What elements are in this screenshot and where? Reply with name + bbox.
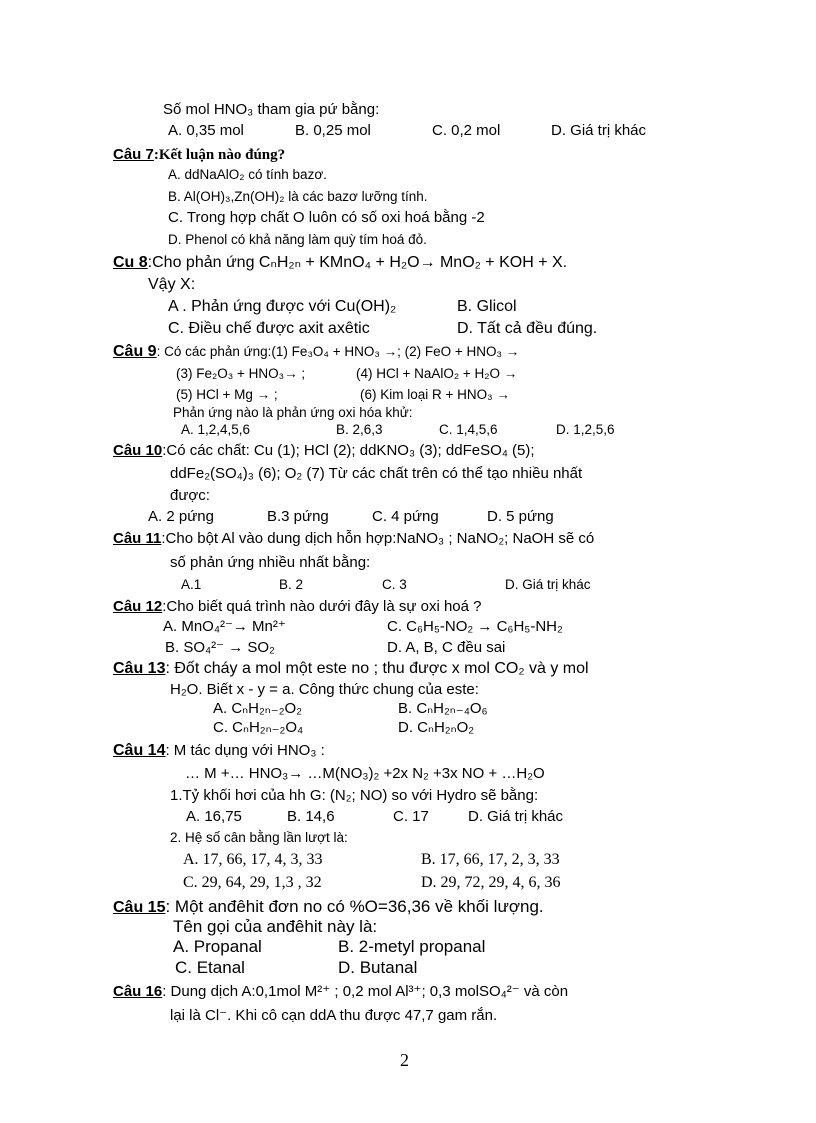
q14-sub1: 1.Tỷ khối hơi của hh G: (N₂; NO) so với Hydro sẽ bằng: (170, 787, 539, 804)
q15-option-b: B. 2-metyl propanal (338, 937, 486, 956)
q11-heading (113, 529, 594, 549)
q11-option-b: B. 2 (279, 577, 304, 592)
q6-option-c: C. 0,2 mol (432, 122, 501, 139)
q11-stem-2: số phản ứng nhiều nhất bằng: (170, 554, 371, 571)
q10-option-b: B.3 pứng (267, 508, 329, 525)
q9-option-b: B. 2,6,3 (336, 422, 383, 437)
q9-option-d: D. 1,2,5,6 (556, 422, 615, 437)
q10-option-a: A. 2 pứng (148, 508, 214, 525)
q9-reaction-4: (4) HCl + NaAlO₂ + H₂O → (356, 366, 518, 381)
q10-heading (113, 441, 535, 461)
q7-label: Câu 7 (113, 146, 154, 163)
q10-option-d: D. 5 pứng (487, 508, 554, 525)
q7-option-b: B. Al(OH)₃,Zn(OH)₂ là các bazơ lưỡng tính. (168, 189, 428, 204)
q9-option-c: C. 1,4,5,6 (439, 422, 498, 437)
q15-option-a: A. Propanal (173, 937, 262, 956)
q9-label: Câu 9 (113, 343, 157, 360)
q13-option-a: A. CₙH₂ₙ₋₂O₂ (213, 700, 303, 717)
q8-option-a: A . Phản ứng được với Cu(OH)₂ (168, 298, 397, 315)
q7-option-d: D. Phenol có khả năng làm quỳ tím hoá đỏ. (168, 232, 427, 247)
q14-sub2-option-c: C. 29, 64, 29, 1,3 , 32 (183, 874, 322, 891)
q12-option-d: D. A, B, C đều sai (387, 639, 506, 656)
q6-stem: Số mol HNO₃ tham gia pứ bằng: (163, 101, 380, 118)
q16-label: Câu 16 (113, 983, 163, 1000)
q14-sub2: 2. Hệ số cân bằng lần lượt là: (170, 830, 348, 845)
q15-label: Câu 15 (113, 899, 166, 916)
q15-stem: : Một anđêhit đơn no có %O=36,36 về khối lượng. (165, 897, 544, 916)
q8-option-b: B. Glicol (457, 298, 517, 315)
q11-stem: :Cho bột Al vào dung dịch hỗn hợp:NaNO₃ ; NaNO₂; NaOH sẽ có (161, 530, 595, 547)
q14-label: Câu 14 (113, 742, 166, 759)
q16-stem-2: lại là Cl⁻. Khi cô cạn ddA thu được 47,7 gam rắn. (170, 1007, 498, 1024)
q8-stem: :Cho phản ứng CₙH₂ₙ + KMnO₄ + H₂O→ MnO₂ + KOH + X. (147, 254, 568, 271)
q9-reaction-6: (6) Kim loại R + HNO₃ → (360, 387, 510, 402)
q14-equation: … M +… HNO₃→ …M(NO₃)₂ +2x N₂ +3x NO + …H₂O (185, 765, 545, 782)
q10-label: Câu 10 (113, 442, 163, 459)
q9-stem: : Có các phản ứng:(1) Fe₃O₄ + HNO₃ →; (2) FeO + HNO₃ → (156, 344, 520, 359)
q14-sub1-option-d: D. Giá trị khác (468, 808, 564, 825)
q13-heading (113, 659, 589, 679)
q11-option-d: D. Giá trị khác (505, 577, 591, 592)
q13-label: Câu 13 (113, 660, 166, 677)
q13-stem-2: H₂O. Biết x - y = a. Công thức chung của este: (170, 681, 479, 698)
q9-ask: Phản ứng nào là phản ứng oxi hóa khử: (173, 405, 413, 420)
q9-reaction-3: (3) Fe₂O₃ + HNO₃→ ; (176, 366, 306, 381)
q8-option-c: C. Điều chế được axit axêtic (168, 320, 370, 337)
q11-option-a: A.1 (181, 577, 202, 592)
q14-sub1-option-b: B. 14,6 (287, 808, 335, 825)
q8-option-d: D. Tất cả đều đúng. (457, 320, 598, 337)
q11-label: Câu 11 (113, 530, 162, 547)
q6-option-b: B. 0,25 mol (295, 122, 371, 139)
q7-option-a: A. ddNaAlO₂ có tính bazơ. (168, 167, 327, 182)
q15-option-c: C. Etanal (175, 958, 245, 977)
q12-option-b: B. SO₄²⁻ → SO₂ (165, 639, 275, 656)
q15-stem-2: Tên gọi của anđêhit này là: (173, 917, 378, 936)
page-number: 2 (400, 1050, 409, 1070)
q14-sub2-option-d: D. 29, 72, 29, 4, 6, 36 (421, 874, 561, 891)
q8-label: Cu 8 (113, 254, 148, 271)
q12-option-c: C. C₆H₅-NO₂ → C₆H₅-NH₂ (387, 618, 563, 635)
q13-option-c: C. CₙH₂ₙ₋₂O₄ (213, 719, 304, 736)
q16-heading (113, 982, 568, 1002)
q6-option-a: A. 0,35 mol (168, 122, 244, 139)
q9-heading (113, 342, 519, 362)
q10-stem-3: được: (170, 487, 210, 504)
q12-option-a: A. MnO₄²⁻→ Mn²⁺ (163, 618, 286, 635)
q12-heading (113, 597, 481, 617)
q10-option-c: C. 4 pứng (372, 508, 439, 525)
q14-sub2-option-a: A. 17, 66, 17, 4, 3, 33 (183, 851, 323, 868)
q14-sub1-option-c: C. 17 (393, 808, 429, 825)
q12-label: Câu 12 (113, 598, 163, 615)
q15-heading (113, 897, 544, 918)
q9-reaction-5: (5) HCl + Mg → ; (176, 387, 278, 402)
q14-sub2-option-b: B. 17, 66, 17, 2, 3, 33 (421, 851, 560, 868)
q12-stem: :Cho biết quá trình nào dưới đây là sự oxi hoá ? (162, 598, 482, 615)
q10-stem: :Có các chất: Cu (1); HCl (2); ddKNO₃ (3); ddFeSO₄ (5); (162, 442, 535, 459)
q7-heading (113, 145, 285, 165)
q7-stem: :Kết luận nào đúng? (153, 147, 286, 163)
q14-heading (113, 741, 325, 761)
q14-stem: : M tác dụng với HNO₃ : (165, 742, 325, 759)
q8-heading (113, 253, 567, 273)
q15-option-d: D. Butanal (338, 958, 418, 977)
q10-stem-2: ddFe₂(SO₄)₃ (6); O₂ (7) Từ các chất trên có thể tạo nhiều nhất (170, 465, 583, 482)
q16-stem: : Dung dịch A:0,1mol M²⁺ ; 0,2 mol Al³⁺; 0,3 molSO₄²⁻ và còn (162, 983, 569, 1000)
q8-stem-2: Vậy X: (148, 276, 196, 293)
q6-option-d: D. Giá trị khác (551, 122, 647, 139)
q9-option-a: A. 1,2,4,5,6 (181, 422, 251, 437)
q7-option-c: C. Trong hợp chất O luôn có số oxi hoá bằng -2 (168, 209, 485, 226)
q13-option-d: D. CₙH₂ₙO₂ (398, 719, 475, 736)
q14-sub1-option-a: A. 16,75 (186, 808, 242, 825)
q11-option-c: C. 3 (382, 577, 407, 592)
q13-option-b: B. CₙH₂ₙ₋₄O₆ (398, 700, 488, 717)
q13-stem: : Đốt cháy a mol một este no ; thu được x mol CO₂ và y mol (165, 660, 589, 677)
